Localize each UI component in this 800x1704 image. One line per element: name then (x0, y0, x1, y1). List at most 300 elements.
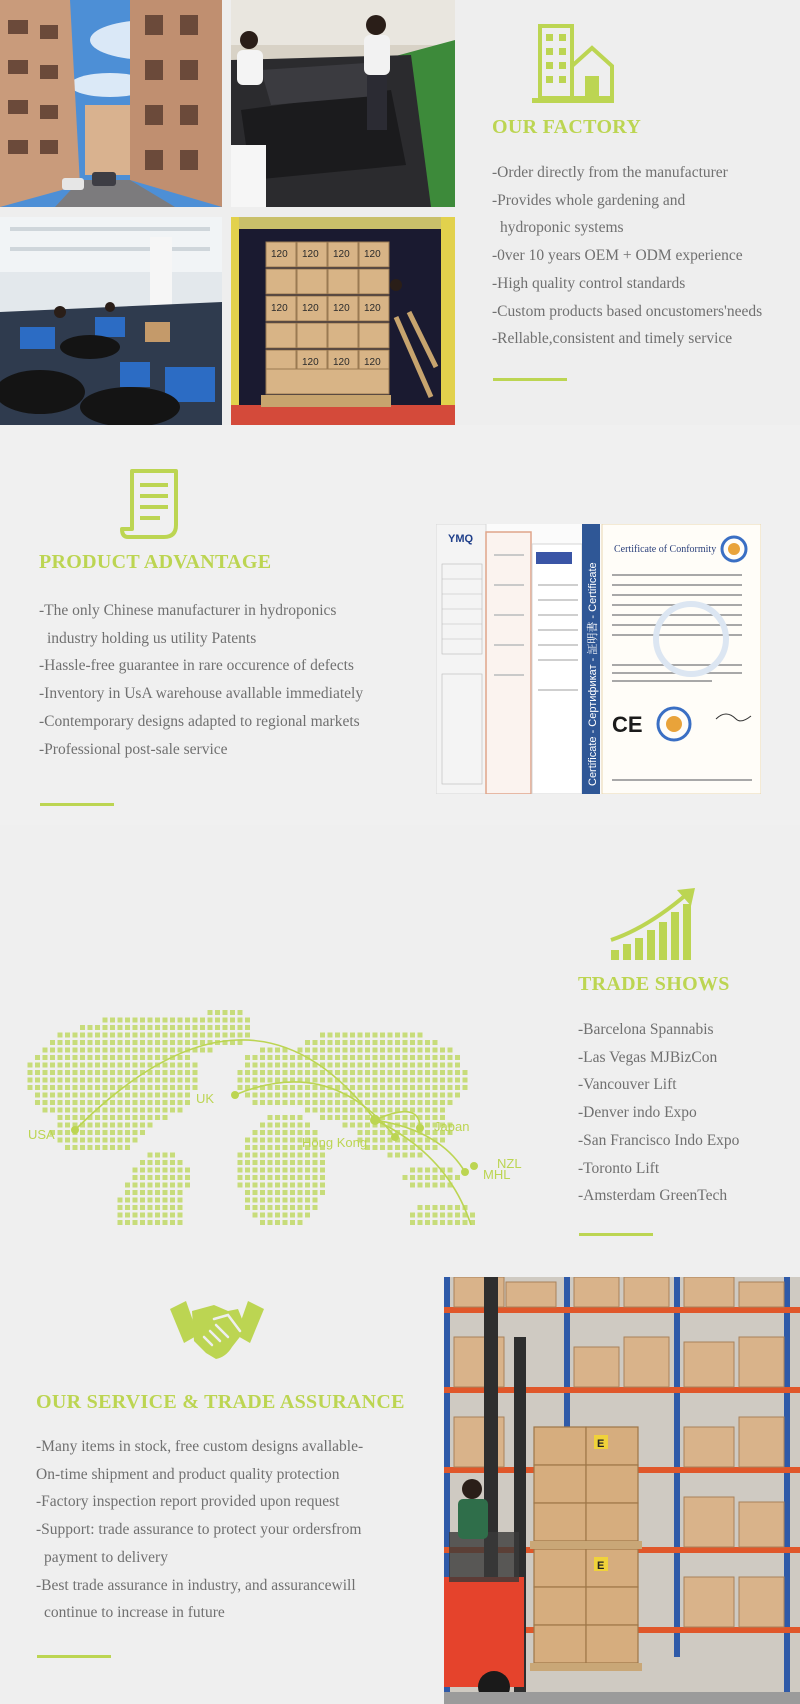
map-dot (125, 1138, 130, 1143)
map-dot (238, 1010, 243, 1015)
map-dot (140, 1123, 145, 1128)
map-dot (125, 1130, 130, 1135)
map-dot (290, 1213, 295, 1218)
map-dot (275, 1183, 280, 1188)
map-dot (200, 1018, 205, 1023)
map-dot (200, 1040, 205, 1045)
cartons-container-photo (231, 217, 455, 425)
map-dot (73, 1093, 78, 1098)
map-dot (403, 1100, 408, 1105)
map-dot (133, 1175, 138, 1180)
map-dot (433, 1168, 438, 1173)
map-dot (253, 1183, 258, 1188)
map-dot (125, 1123, 130, 1128)
map-dot (418, 1108, 423, 1113)
map-dot (298, 1198, 303, 1203)
map-dot (155, 1048, 160, 1053)
map-dot (178, 1175, 183, 1180)
svg-text:E: E (597, 1438, 605, 1450)
map-dot (365, 1040, 370, 1045)
map-dot (418, 1220, 423, 1225)
map-dot (148, 1115, 153, 1120)
map-dot (425, 1115, 430, 1120)
map-dot (253, 1130, 258, 1135)
map-dot (110, 1085, 115, 1090)
map-dot (440, 1175, 445, 1180)
map-dot (268, 1048, 273, 1053)
map-dot (148, 1078, 153, 1083)
map-dot (410, 1055, 415, 1060)
map-dot (50, 1070, 55, 1075)
map-dot (35, 1078, 40, 1083)
map-dot (155, 1220, 160, 1225)
map-dot (395, 1063, 400, 1068)
svg-text:120: 120 (333, 249, 350, 260)
map-dot (155, 1153, 160, 1158)
building-icon (532, 22, 614, 104)
map-dot (290, 1130, 295, 1135)
trade-show-item: -Barcelona Spannabis (578, 1021, 714, 1038)
map-dot (418, 1100, 423, 1105)
map-dot (403, 1115, 408, 1120)
trade-show-item: -Vancouver Lift (578, 1076, 677, 1094)
map-dot (110, 1145, 115, 1150)
map-dot (275, 1198, 280, 1203)
map-dot (455, 1213, 460, 1218)
map-dot (125, 1220, 130, 1225)
map-dot (268, 1078, 273, 1083)
map-dot (418, 1033, 423, 1038)
map-dot (425, 1048, 430, 1053)
map-dot (103, 1040, 108, 1045)
map-dot (118, 1033, 123, 1038)
map-dot (65, 1123, 70, 1128)
map-dot (328, 1048, 333, 1053)
trade-title: TRADE SHOWS (578, 973, 730, 995)
map-dot (200, 1033, 205, 1038)
map-dot (343, 1078, 348, 1083)
map-dot (215, 1025, 220, 1030)
map-dot (448, 1093, 453, 1098)
map-dot (283, 1100, 288, 1105)
map-dot (140, 1025, 145, 1030)
map-dot (118, 1093, 123, 1098)
map-dot (253, 1055, 258, 1060)
map-dot (170, 1078, 175, 1083)
map-dot (223, 1018, 228, 1023)
map-dot (133, 1213, 138, 1218)
map-dot (148, 1033, 153, 1038)
map-dot (380, 1085, 385, 1090)
map-dot (170, 1153, 175, 1158)
map-dot (80, 1138, 85, 1143)
map-dot (178, 1205, 183, 1210)
map-dot (140, 1085, 145, 1090)
map-dot (73, 1055, 78, 1060)
map-dot (425, 1085, 430, 1090)
map-dot (95, 1070, 100, 1075)
map-dot (58, 1123, 63, 1128)
map-dot (103, 1048, 108, 1053)
map-dot (283, 1153, 288, 1158)
map-dot (253, 1175, 258, 1180)
map-dot (133, 1048, 138, 1053)
map-dot (178, 1190, 183, 1195)
map-dot (335, 1055, 340, 1060)
map-dot (298, 1085, 303, 1090)
map-dot (358, 1078, 363, 1083)
map-dot (140, 1130, 145, 1135)
uk-marker (231, 1091, 239, 1099)
map-dot (140, 1033, 145, 1038)
advantage-line: -Contemporary designs adapted to regional markets (39, 712, 360, 730)
map-dot (403, 1130, 408, 1135)
map-dot (283, 1145, 288, 1150)
map-dot (140, 1198, 145, 1203)
map-dot (73, 1085, 78, 1090)
map-dot (425, 1183, 430, 1188)
svg-text:E: E (597, 1560, 605, 1572)
map-dot (425, 1168, 430, 1173)
map-dot (163, 1018, 168, 1023)
map-dot (88, 1048, 93, 1053)
factory-divider (493, 378, 567, 381)
map-dot (238, 1078, 243, 1083)
map-dot (148, 1040, 153, 1045)
map-dot (380, 1145, 385, 1150)
map-dot (103, 1093, 108, 1098)
service-divider (37, 1655, 111, 1658)
map-dot (358, 1093, 363, 1098)
map-dot (80, 1100, 85, 1105)
map-dot (103, 1085, 108, 1090)
map-dot (403, 1153, 408, 1158)
map-dot (73, 1040, 78, 1045)
map-dot (65, 1108, 70, 1113)
map-dot (245, 1138, 250, 1143)
map-dot (358, 1115, 363, 1120)
map-dot (433, 1055, 438, 1060)
map-dot (118, 1048, 123, 1053)
map-dot (110, 1048, 115, 1053)
map-dot (380, 1078, 385, 1083)
map-dot (268, 1160, 273, 1165)
map-dot (215, 1033, 220, 1038)
map-dot (283, 1093, 288, 1098)
map-dot (320, 1190, 325, 1195)
map-dot (95, 1025, 100, 1030)
map-dot (380, 1033, 385, 1038)
map-dot (275, 1205, 280, 1210)
map-dot (290, 1190, 295, 1195)
map-dot (73, 1063, 78, 1068)
map-dot (350, 1115, 355, 1120)
map-dot (365, 1100, 370, 1105)
map-dot (133, 1018, 138, 1023)
map-dot (440, 1183, 445, 1188)
map-dot (103, 1108, 108, 1113)
handshake-icon (170, 1297, 264, 1363)
map-dot (350, 1048, 355, 1053)
map-dot (298, 1183, 303, 1188)
map-dot (58, 1130, 63, 1135)
map-dot (133, 1198, 138, 1203)
map-dot (148, 1108, 153, 1113)
map-dot (440, 1108, 445, 1113)
map-dot (275, 1145, 280, 1150)
map-dot (395, 1145, 400, 1150)
map-dot (170, 1063, 175, 1068)
map-dot (133, 1220, 138, 1225)
map-dot (133, 1040, 138, 1045)
map-dot (433, 1078, 438, 1083)
map-dot (388, 1063, 393, 1068)
map-dot (118, 1025, 123, 1030)
map-dot (35, 1055, 40, 1060)
map-dot (275, 1153, 280, 1158)
map-dot (410, 1123, 415, 1128)
map-dot (230, 1010, 235, 1015)
map-dot (253, 1205, 258, 1210)
map-dot (395, 1040, 400, 1045)
map-dot (133, 1138, 138, 1143)
map-dot (410, 1070, 415, 1075)
map-dot (410, 1078, 415, 1083)
map-dot (448, 1055, 453, 1060)
map-dot (358, 1108, 363, 1113)
map-dot (410, 1040, 415, 1045)
map-dot (305, 1213, 310, 1218)
map-dot (283, 1205, 288, 1210)
map-dot (365, 1055, 370, 1060)
map-dot (170, 1190, 175, 1195)
map-dot (410, 1213, 415, 1218)
map-dot (410, 1063, 415, 1068)
map-dot (365, 1033, 370, 1038)
map-dot (95, 1130, 100, 1135)
map-dot (388, 1115, 393, 1120)
japan-marker (416, 1124, 424, 1132)
map-dot (298, 1220, 303, 1225)
map-dot (58, 1055, 63, 1060)
map-dot (133, 1070, 138, 1075)
trade-lines (578, 1016, 739, 1210)
map-dot (148, 1048, 153, 1053)
map-dot (365, 1085, 370, 1090)
map-dot (238, 1175, 243, 1180)
map-dot (260, 1130, 265, 1135)
map-dot (155, 1078, 160, 1083)
map-dot (58, 1063, 63, 1068)
map-dot (223, 1033, 228, 1038)
map-dot (425, 1145, 430, 1150)
map-dot (455, 1055, 460, 1060)
map-dot (178, 1168, 183, 1173)
map-dot (268, 1198, 273, 1203)
map-dot (380, 1100, 385, 1105)
trade-section (0, 825, 800, 1277)
map-dot (178, 1160, 183, 1165)
trade-show-item: -Amsterdam GreenTech (578, 1187, 728, 1205)
map-dot (178, 1070, 183, 1075)
map-dot (410, 1085, 415, 1090)
map-dot (140, 1213, 145, 1218)
map-dot (185, 1093, 190, 1098)
map-dot (455, 1063, 460, 1068)
map-dot (148, 1160, 153, 1165)
map-dot (425, 1220, 430, 1225)
map-dot (418, 1213, 423, 1218)
map-dot (260, 1168, 265, 1173)
map-dot (425, 1100, 430, 1105)
map-dot (410, 1145, 415, 1150)
map-dot (403, 1145, 408, 1150)
map-dot (283, 1220, 288, 1225)
map-dot (118, 1108, 123, 1113)
map-dot (125, 1183, 130, 1188)
map-dot (148, 1198, 153, 1203)
map-dot (410, 1153, 415, 1158)
map-dot (268, 1085, 273, 1090)
map-dot (358, 1033, 363, 1038)
map-dot (95, 1093, 100, 1098)
map-dot (260, 1100, 265, 1105)
map-dot (425, 1078, 430, 1083)
map-dot (350, 1123, 355, 1128)
map-dot (170, 1025, 175, 1030)
map-dot (148, 1085, 153, 1090)
map-dot (283, 1070, 288, 1075)
map-dot (88, 1130, 93, 1135)
map-dot (178, 1198, 183, 1203)
map-dot (155, 1213, 160, 1218)
map-dot (80, 1055, 85, 1060)
map-dot (320, 1048, 325, 1053)
factory-title: OUR FACTORY (492, 116, 642, 138)
map-dot (418, 1175, 423, 1180)
map-dot (65, 1040, 70, 1045)
map-dot (418, 1055, 423, 1060)
map-dot (388, 1078, 393, 1083)
map-dot (245, 1183, 250, 1188)
map-dot (50, 1093, 55, 1098)
map-dot (185, 1040, 190, 1045)
factory-building-photo (0, 0, 222, 207)
map-dot (65, 1085, 70, 1090)
map-dot (95, 1063, 100, 1068)
map-dot (373, 1085, 378, 1090)
map-dot (275, 1175, 280, 1180)
map-dot (140, 1220, 145, 1225)
map-dot (133, 1025, 138, 1030)
map-dot (313, 1168, 318, 1173)
map-dot (65, 1093, 70, 1098)
map-dot (185, 1033, 190, 1038)
map-dot (178, 1220, 183, 1225)
map-dot (245, 1055, 250, 1060)
map-dot (268, 1055, 273, 1060)
map-dot (260, 1145, 265, 1150)
map-dot (433, 1100, 438, 1105)
map-dot (118, 1130, 123, 1135)
map-dot (275, 1093, 280, 1098)
map-dot (260, 1153, 265, 1158)
map-dot (95, 1055, 100, 1060)
map-dot (50, 1100, 55, 1105)
map-dot (298, 1100, 303, 1105)
map-dot (133, 1063, 138, 1068)
map-dot (290, 1138, 295, 1143)
map-dot (238, 1018, 243, 1023)
map-dot (305, 1070, 310, 1075)
map-dot (170, 1108, 175, 1113)
map-dot (305, 1123, 310, 1128)
map-dot (418, 1168, 423, 1173)
map-dot (110, 1123, 115, 1128)
map-dot (418, 1040, 423, 1045)
map-dot (178, 1093, 183, 1098)
map-dot (373, 1070, 378, 1075)
map-dot (380, 1093, 385, 1098)
map-dot (103, 1138, 108, 1143)
map-dot (320, 1153, 325, 1158)
map-dot (140, 1018, 145, 1023)
map-dot (320, 1100, 325, 1105)
growth-chart-icon (607, 888, 697, 960)
map-dot (425, 1205, 430, 1210)
map-dot (328, 1033, 333, 1038)
map-dot (305, 1108, 310, 1113)
map-dot (230, 1025, 235, 1030)
map-dot (125, 1040, 130, 1045)
map-dot (43, 1055, 48, 1060)
map-dot (290, 1115, 295, 1120)
map-dot (35, 1085, 40, 1090)
service-line: -Support: trade assurance to protect your ordersfrom (36, 1521, 362, 1539)
map-dot (80, 1115, 85, 1120)
map-dot (170, 1048, 175, 1053)
service-line: payment to delivery (44, 1548, 168, 1566)
map-dot (140, 1175, 145, 1180)
map-dot (95, 1048, 100, 1053)
map-dot (110, 1078, 115, 1083)
map-dot (80, 1093, 85, 1098)
map-dot (260, 1078, 265, 1083)
map-dot (275, 1123, 280, 1128)
map-dot (320, 1093, 325, 1098)
map-dot (163, 1190, 168, 1195)
map-dot (320, 1033, 325, 1038)
map-dot (380, 1108, 385, 1113)
map-dot (95, 1040, 100, 1045)
map-dot (433, 1220, 438, 1225)
map-dot (433, 1183, 438, 1188)
map-dot (275, 1100, 280, 1105)
map-dot (440, 1048, 445, 1053)
map-dot (163, 1160, 168, 1165)
map-dot (470, 1213, 475, 1218)
map-dot (433, 1108, 438, 1113)
map-dot (275, 1190, 280, 1195)
map-dot (253, 1100, 258, 1105)
map-dot (170, 1220, 175, 1225)
map-dot (388, 1153, 393, 1158)
map-dot (388, 1093, 393, 1098)
map-dot (455, 1205, 460, 1210)
map-dot (395, 1078, 400, 1083)
map-dot (125, 1108, 130, 1113)
map-dot (410, 1115, 415, 1120)
